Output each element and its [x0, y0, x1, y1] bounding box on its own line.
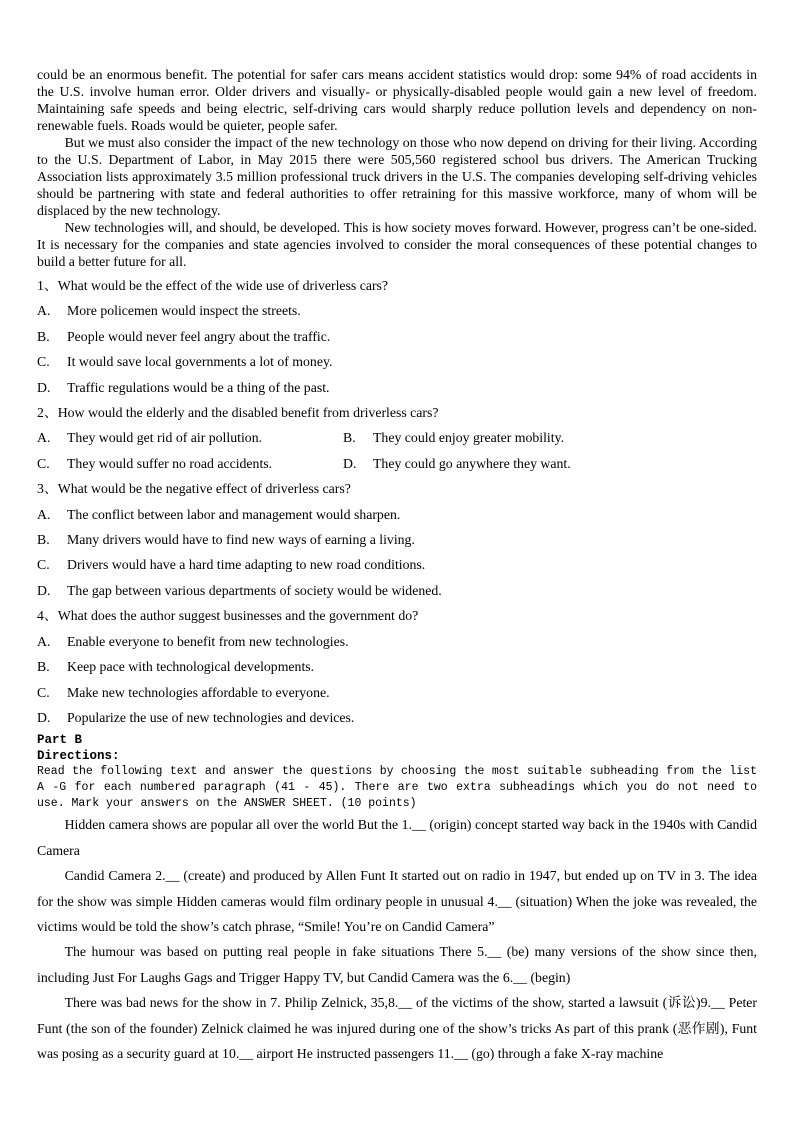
option-letter: C. [37, 684, 50, 700]
option-a [37, 298, 757, 323]
option-text: Many drivers would have to find new ways of earning a living. [67, 532, 415, 548]
option-text: The gap between various departments of society would be widened. [67, 582, 442, 598]
option-letter: C. [37, 557, 50, 573]
option-letter: C. [37, 455, 50, 471]
option-c [37, 349, 757, 374]
option-b [343, 425, 757, 450]
option-text: More policemen would inspect the streets. [67, 303, 301, 319]
option-letter: B. [37, 328, 50, 344]
option-row [37, 451, 757, 476]
directions-text: Read the following text and answer the questions by choosing the most suitable subheading from the list A -G for each numbered paragraph (41 - 45). There are two extra subheadings which you do not need to use. Mark your answers on the ANSWER SHEET. (10 points) [37, 765, 757, 811]
option-letter: A. [37, 430, 51, 446]
questions-section [37, 273, 757, 730]
option-text: Make new technologies affordable to everyone. [67, 684, 330, 700]
option-text: Enable everyone to benefit from new technologies. [67, 633, 349, 649]
passage-paragraph: could be an enormous benefit. The potential for safer cars means accident statistics would drop: some 94% of road accidents in the U.S. involve human error. Older drivers and visually- or physically-disabled people would gain a new level of freedom. Maintaining safe speeds and being electric, self-driving cars would sharply reduce pollution levels and dependency on non-renewable fuels. Roads would be quieter, people safer. [37, 67, 757, 133]
option-b [37, 654, 757, 679]
part-b-heading: Part B [37, 733, 83, 748]
option-d [343, 451, 757, 476]
question-prompt: 1、What would be the effect of the wide use of driverless cars? [37, 278, 389, 293]
cloze-paragraph: There was bad news for the show in 7. Philip Zelnick, 35,8.__ of the victims of the show, started a lawsuit (诉讼)9.__ Peter Funt (the son of the founder) Zelnick claimed he was injured during one of the show’s tricks As part of this prank (恶作剧), Funt was posing as a security guard at 10.__ airport He instructed passengers 11.__ (go) through a fake X-ray machine [37, 995, 757, 1061]
option-letter: D. [343, 455, 357, 471]
option-letter: D. [37, 709, 51, 725]
option-letter: B. [37, 659, 50, 675]
option-c [37, 451, 343, 476]
part-b-section [37, 732, 757, 1066]
question-prompt: 4、What does the author suggest businesses and the government do? [37, 608, 419, 624]
passage-paragraph: But we must also consider the impact of the new technology on those who now depend on driving for their living. According to the U.S. Department of Labor, in May 2015 there were 505,560 registered school bus drivers. The American Trucking Association lists approximately 3.5 million professional truck drivers in the U.S. The companies developing self-driving vehicles should be partnering with state and federal authorities to offer retraining for this massive workforce, many of whom will be displaced by the new technology. [37, 135, 757, 218]
cloze-paragraph: The humour was based on putting real people in fake situations There 5.__ (be) many versions of the show since then, including Just For Laughs Gags and Trigger Happy TV, but Candid Camera was the 6.__ (begin) [37, 944, 757, 985]
option-c [37, 552, 757, 577]
cloze-paragraph: Hidden camera shows are popular all over the world But the 1.__ (origin) concept started way back in the 1940s with Candid Camera [37, 817, 757, 858]
option-text: They would suffer no road accidents. [67, 455, 273, 471]
option-text: It would save local governments a lot of money. [67, 354, 333, 370]
option-d [37, 578, 757, 603]
option-letter: A. [37, 506, 51, 522]
directions-label: Directions: [37, 749, 120, 764]
option-a [37, 425, 343, 450]
question-prompt: 3、What would be the negative effect of driverless cars? [37, 481, 351, 497]
option-c [37, 680, 757, 705]
option-d [37, 705, 757, 730]
option-b [37, 324, 757, 349]
cloze-passage [37, 812, 757, 1066]
option-letter: D. [37, 379, 51, 395]
option-letter: A. [37, 303, 51, 319]
option-text: Traffic regulations would be a thing of the past. [67, 379, 330, 395]
question-prompt: 2、How would the elderly and the disabled benefit from driverless cars? [37, 405, 439, 421]
cloze-paragraph: Candid Camera 2.__ (create) and produced by Allen Funt It started out on radio in 1947, but ended up on TV in 3. The idea for the show was simple Hidden cameras would film ordinary people in unusual 4.__ (situation) When the joke was revealed, the victims would be told the show’s catch phrase, “Smile! You’re on Candid Camera” [37, 868, 757, 934]
reading-passage [37, 66, 757, 270]
option-text: They could go anywhere they want. [373, 455, 571, 471]
option-text: Popularize the use of new technologies and devices. [67, 709, 355, 725]
question-block-3 [37, 476, 757, 603]
option-letter: B. [343, 430, 356, 446]
option-a [37, 629, 757, 654]
question-block-1 [37, 273, 757, 400]
option-letter: A. [37, 633, 51, 649]
option-text: People would never feel angry about the traffic. [67, 328, 331, 344]
option-text: They could enjoy greater mobility. [373, 430, 565, 446]
option-text: The conflict between labor and management would sharpen. [67, 506, 401, 522]
option-letter: B. [37, 532, 50, 548]
option-letter: D. [37, 582, 51, 598]
passage-paragraph: New technologies will, and should, be developed. This is how society moves forward. However, progress can’t be one-sided. It is necessary for the companies and state agencies involved to consider the moral consequences of these potential changes to build a better future for all. [37, 220, 757, 269]
option-a [37, 502, 757, 527]
question-block-4 [37, 603, 757, 730]
option-text: Keep pace with technological developments. [67, 659, 315, 675]
question-block-2 [37, 400, 757, 476]
option-b [37, 527, 757, 552]
option-text: Drivers would have a hard time adapting to new road conditions. [67, 557, 426, 573]
option-text: They would get rid of air pollution. [67, 430, 263, 446]
option-letter: C. [37, 354, 50, 370]
option-d [37, 375, 757, 400]
option-row [37, 425, 757, 450]
